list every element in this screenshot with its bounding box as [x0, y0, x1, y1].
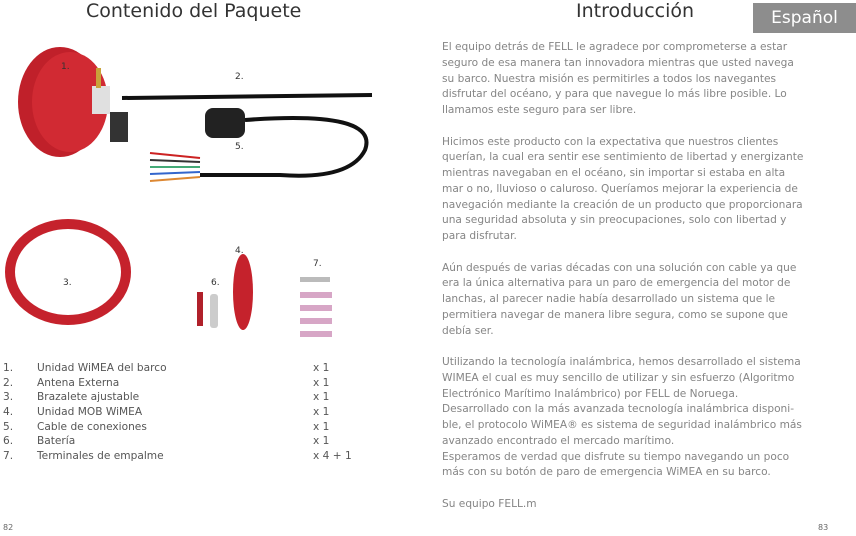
text-line: permitiera navegar de manera libre segura, como se supone que: [442, 308, 788, 321]
text-line: Esperamos de verdad que disfrute su tiempo navegando un poco: [442, 450, 790, 463]
item-quantity: x 4 + 1: [313, 450, 352, 463]
text-line: mar o no, lluvioso o caluroso. Queríamos mejorar la experiencia de: [442, 182, 798, 195]
text-line: debía ser.: [442, 324, 494, 337]
intro-paragraph: [442, 135, 852, 245]
item-quantity: x 1: [313, 391, 330, 404]
text-line: Desarrollado con la más avanzada tecnología inalámbrica disponi-: [442, 403, 795, 416]
item-number: 7.: [3, 450, 14, 463]
list-item: [3, 405, 423, 420]
figure-label-4: 4.: [235, 246, 244, 256]
text-line: llamamos este seguro para ser libre.: [442, 104, 637, 116]
page-number-right: 83: [818, 523, 829, 532]
text-line: lanchas, al parecer nadie había desarrollado un sistema que le: [442, 293, 776, 305]
item-label: Brazalete ajustable: [37, 391, 140, 404]
page-number-left: 82: [3, 523, 14, 532]
text-line: Electrónico Marítimo Inalámbrico) por FELL de Noruega.: [442, 387, 739, 400]
text-line: una seguridad absoluta y sin preocupaciones, solo con libertad y: [442, 214, 787, 227]
text-line: Utilizando la tecnología inalámbrica, hemos desarrollado el sistema: [442, 356, 801, 368]
text-line: avanzado encontrado el mercado marítimo.: [442, 434, 675, 447]
text-line: era la única alternativa para un paro de emergencia del motor de: [442, 277, 791, 290]
item-label: Unidad MOB WiMEA: [37, 406, 143, 419]
text-line: querían, la cual era sentir ese sentimiento de libertad y energizante: [442, 151, 804, 164]
figure-label-3: 3.: [63, 278, 72, 288]
item-label: Unidad WiMEA del barco: [37, 362, 167, 374]
package-contents-list: [3, 361, 423, 464]
text-line: El equipo detrás de FELL le agradece por comprometerse a estar: [442, 41, 788, 53]
text-line: ble, el protocolo WiMEA® es sistema de seguridad inalámbrico más: [442, 419, 802, 431]
item-label: Batería: [37, 435, 76, 448]
item-label: Terminales de empalme: [37, 450, 164, 463]
text-line: su barco. Nuestra misión es permitirles a todos los navegantes: [442, 72, 777, 85]
splice-terminals-image: [300, 277, 332, 337]
text-line: más con su botón de paro de emergencia WiMEA en su barco.: [442, 466, 771, 479]
right-page-title: Introducción: [576, 0, 695, 22]
intro-paragraph: [442, 355, 852, 481]
figure-label-5: 5.: [235, 142, 244, 152]
cable-image: [150, 108, 367, 181]
list-item: [3, 376, 423, 391]
package-contents-illustration: [0, 40, 400, 340]
text-line: mientras navegaban en el océano, sin importar si estaba en alta: [442, 167, 786, 179]
boat-unit-image: [18, 47, 128, 157]
figure-label-2: 2.: [235, 72, 244, 82]
left-page-title: Contenido del Paquete: [86, 0, 302, 22]
item-quantity: x 1: [313, 435, 330, 448]
item-label: Cable de conexiones: [37, 420, 147, 433]
text-line: navegación mediante la creación de un producto que proporcionara: [442, 198, 803, 211]
item-label: Antena Externa: [37, 376, 120, 389]
item-number: 4.: [3, 406, 14, 419]
list-item: [3, 434, 423, 449]
figure-label-1: 1.: [61, 62, 70, 72]
text-line: para disfrutar.: [442, 230, 517, 242]
language-badge: Español: [753, 3, 856, 33]
text-line: Hicimos este producto con la expectativa que nuestros clientes: [442, 135, 779, 148]
text-line: disfrutar del océano, y para que navegue lo más libre posible. Lo: [442, 88, 787, 101]
text-line: Aún después de varias décadas con una solución con cable ya que: [442, 261, 797, 274]
text-line: Su equipo FELL.m: [442, 497, 537, 510]
item-number: 1.: [3, 362, 14, 374]
bracelet-image: [10, 224, 126, 320]
mob-unit-image: [233, 254, 253, 330]
figure-label-6: 6.: [211, 278, 220, 288]
item-number: 2.: [3, 376, 14, 389]
figure-label-7: 7.: [313, 259, 322, 269]
intro-paragraph: [442, 40, 852, 119]
item-number: 6.: [3, 435, 14, 448]
item-quantity: x 1: [313, 420, 330, 433]
item-number: 3.: [3, 391, 14, 404]
text-line: seguro de esa manera tan innovadora mientras que usted navega: [442, 56, 794, 69]
list-item: [3, 449, 423, 464]
text-line: WIMEA el cual es muy sencillo de utilizar y sin esfuerzo (Algoritmo: [442, 371, 795, 384]
item-quantity: x 1: [313, 362, 330, 374]
item-quantity: x 1: [313, 376, 330, 389]
list-item: [3, 361, 423, 376]
list-item: [3, 420, 423, 435]
intro-paragraph: [442, 261, 852, 340]
battery-image: [197, 292, 218, 328]
introduction-text: [442, 40, 852, 528]
antenna-image: [122, 95, 372, 98]
item-number: 5.: [3, 420, 14, 433]
item-quantity: x 1: [313, 406, 330, 419]
list-item: [3, 390, 423, 405]
intro-paragraph: [442, 497, 852, 513]
